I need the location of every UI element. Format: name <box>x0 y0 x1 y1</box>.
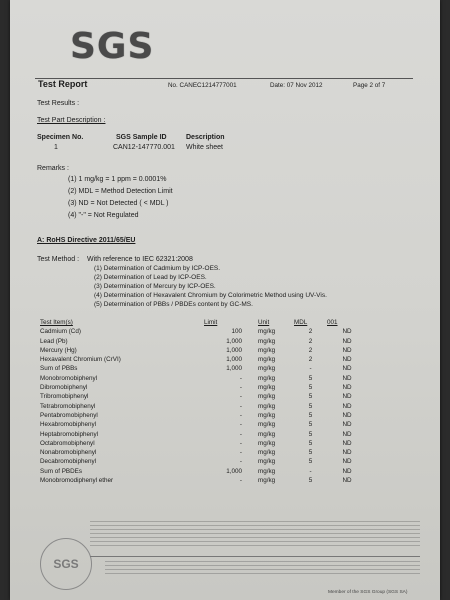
table-row <box>40 402 367 411</box>
result-001-cell: ND <box>342 421 352 429</box>
mdl-cell: - <box>309 467 312 475</box>
limit-cell: 1,000 <box>226 356 242 364</box>
mdl-cell: 5 <box>308 449 313 457</box>
col-test-items: Test Item(s) <box>40 319 73 326</box>
test-item-cell: Tetrabromobiphenyl <box>40 402 96 410</box>
sgs-logo: SGS <box>70 26 155 67</box>
limit-cell: - <box>239 430 242 438</box>
test-item-cell: Decabromobiphenyl <box>40 458 97 466</box>
result-001-cell: ND <box>342 458 352 466</box>
results-header-row <box>40 318 367 327</box>
mdl-cell: 5 <box>308 430 313 438</box>
unit-cell: mg/kg <box>258 477 276 485</box>
result-001-cell: ND <box>342 346 352 354</box>
test-item-cell: Sum of PBBs <box>40 365 78 373</box>
test-item-cell: Pentabromobiphenyl <box>40 411 98 419</box>
unit-cell: mg/kg <box>258 421 276 429</box>
result-001-cell: ND <box>342 393 352 401</box>
header-rule <box>35 78 413 79</box>
report-title: Test Report <box>38 79 88 89</box>
test-results-label: Test Results : <box>37 100 80 107</box>
remarks-label: Remarks : <box>37 165 69 172</box>
footer-address <box>105 561 420 575</box>
table-row <box>40 327 367 336</box>
test-item-cell: Heptabromobiphenyl <box>40 430 99 438</box>
test-item-cell: Monobromodiphenyl ether <box>40 477 114 485</box>
result-001-cell: ND <box>342 449 352 457</box>
mdl-cell: 5 <box>308 411 313 419</box>
mdl-cell: 5 <box>308 421 313 429</box>
col-limit: Limit <box>204 319 218 326</box>
table-row <box>40 467 367 476</box>
limit-cell: - <box>239 411 242 419</box>
results-body <box>40 327 367 485</box>
specimen-id: CAN12-147770.001 <box>113 144 175 151</box>
limit-cell: - <box>239 374 242 382</box>
specimen-no: 1 <box>54 144 58 151</box>
specimen-description: White sheet <box>186 144 223 151</box>
test-item-cell: Octabromobiphenyl <box>40 439 95 447</box>
mdl-cell: 2 <box>308 328 313 336</box>
mdl-cell: 5 <box>308 402 313 410</box>
limit-cell: - <box>239 384 242 392</box>
unit-cell: mg/kg <box>258 411 276 419</box>
section-title: A: RoHS Directive 2011/65/EU <box>37 237 136 244</box>
test-item-cell: Sum of PBDEs <box>40 467 82 475</box>
limit-cell: - <box>239 393 242 401</box>
table-row <box>40 411 367 420</box>
table-row <box>40 430 367 439</box>
mdl-cell: 5 <box>308 458 313 466</box>
unit-cell: mg/kg <box>258 402 276 410</box>
remark-item: (4) "-" = Not Regulated <box>68 212 139 219</box>
unit-cell: mg/kg <box>258 328 276 336</box>
unit-cell: mg/kg <box>258 374 276 382</box>
footer-rule <box>90 556 420 557</box>
test-item-cell: Lead (Pb) <box>40 337 68 345</box>
result-001-cell: ND <box>342 439 352 447</box>
table-row <box>40 346 367 355</box>
mdl-cell: - <box>309 365 312 373</box>
unit-cell: mg/kg <box>258 337 276 345</box>
remark-item: (3) ND = Not Detected ( < MDL ) <box>68 200 169 207</box>
result-001-cell: ND <box>342 356 352 364</box>
col-unit: Unit <box>258 319 270 326</box>
limit-cell: 1,000 <box>226 467 242 475</box>
test-method-item: (4) Determination of Hexavalent Chromium by Colorimetric Method using UV-Vis. <box>94 292 327 299</box>
unit-cell: mg/kg <box>258 430 276 438</box>
unit-cell: mg/kg <box>258 384 276 392</box>
table-row <box>40 337 367 346</box>
limit-cell: - <box>239 439 242 447</box>
mdl-cell: 5 <box>308 393 313 401</box>
report-date: Date: 07 Nov 2012 <box>270 82 323 89</box>
unit-cell: mg/kg <box>258 439 276 447</box>
test-item-cell: Dibromobiphenyl <box>40 384 88 392</box>
test-item-cell: Hexavalent Chromium (CrVI) <box>40 356 121 364</box>
result-001-cell: ND <box>342 411 352 419</box>
test-method-intro: With reference to IEC 62321:2008 <box>87 256 193 263</box>
footer-disclaimer <box>90 521 420 547</box>
page-number: Page 2 of 7 <box>353 82 386 89</box>
limit-cell: 1,000 <box>226 346 242 354</box>
result-001-cell: ND <box>342 328 352 336</box>
test-item-cell: Mercury (Hg) <box>40 346 77 354</box>
result-001-cell: ND <box>342 430 352 438</box>
unit-cell: mg/kg <box>258 365 276 373</box>
unit-cell: mg/kg <box>258 356 276 364</box>
col-sample-001: 001 <box>327 319 338 326</box>
table-row <box>40 374 367 383</box>
limit-cell: - <box>239 458 242 466</box>
footer-member: Member of the SGS Group (SGS SA) <box>328 590 408 595</box>
test-method-label: Test Method : <box>37 256 80 263</box>
result-001-cell: ND <box>342 477 352 485</box>
specimen-header-desc: Description <box>186 134 225 141</box>
limit-cell: - <box>239 402 242 410</box>
limit-cell: - <box>239 421 242 429</box>
unit-cell: mg/kg <box>258 467 276 475</box>
remark-item: (1) 1 mg/kg = 1 ppm = 0.0001% <box>68 176 167 183</box>
limit-cell: 1,000 <box>226 337 242 345</box>
mdl-cell: 5 <box>308 384 313 392</box>
table-row <box>40 383 367 392</box>
limit-cell: - <box>239 477 242 485</box>
mdl-cell: 2 <box>308 337 313 345</box>
test-item-cell: Monobromobiphenyl <box>40 374 98 382</box>
mdl-cell: 5 <box>308 374 313 382</box>
result-001-cell: ND <box>342 365 352 373</box>
table-row <box>40 355 367 364</box>
test-item-cell: Tribromobiphenyl <box>40 393 89 401</box>
col-mdl: MDL <box>294 319 308 326</box>
test-item-cell: Cadmium (Cd) <box>40 328 81 336</box>
sgs-stamp: SGS <box>40 538 92 590</box>
unit-cell: mg/kg <box>258 393 276 401</box>
table-row <box>40 476 367 485</box>
table-row <box>40 448 367 457</box>
mdl-cell: 5 <box>308 477 313 485</box>
test-method-item: (3) Determination of Mercury by ICP-OES. <box>94 283 216 290</box>
results-table <box>40 318 367 485</box>
specimen-header-no: Specimen No. <box>37 134 84 141</box>
table-row <box>40 457 367 466</box>
test-method-item: (1) Determination of Cadmium by ICP-OES. <box>94 265 221 272</box>
report-number: No. CANEC1214777001 <box>168 82 237 89</box>
result-001-cell: ND <box>342 467 352 475</box>
test-method-item: (2) Determination of Lead by ICP-OES. <box>94 274 207 281</box>
specimen-header-id: SGS Sample ID <box>116 134 167 141</box>
result-001-cell: ND <box>342 374 352 382</box>
test-method-item: (5) Determination of PBBs / PBDEs content by GC-MS. <box>94 301 253 308</box>
unit-cell: mg/kg <box>258 346 276 354</box>
test-part-label: Test Part Description : <box>37 117 106 124</box>
limit-cell: 1,000 <box>226 365 242 373</box>
limit-cell: 100 <box>231 328 242 336</box>
unit-cell: mg/kg <box>258 458 276 466</box>
limit-cell: - <box>239 449 242 457</box>
mdl-cell: 5 <box>308 439 313 447</box>
result-001-cell: ND <box>342 384 352 392</box>
test-item-cell: Nonabromobiphenyl <box>40 449 97 457</box>
remark-item: (2) MDL = Method Detection Limit <box>68 188 173 195</box>
mdl-cell: 2 <box>308 356 313 364</box>
result-001-cell: ND <box>342 337 352 345</box>
table-row <box>40 392 367 401</box>
table-row <box>40 439 367 448</box>
test-item-cell: Hexabromobiphenyl <box>40 421 97 429</box>
unit-cell: mg/kg <box>258 449 276 457</box>
table-row <box>40 420 367 429</box>
document-page <box>10 0 440 600</box>
result-001-cell: ND <box>342 402 352 410</box>
table-row <box>40 364 367 373</box>
mdl-cell: 2 <box>308 346 313 354</box>
